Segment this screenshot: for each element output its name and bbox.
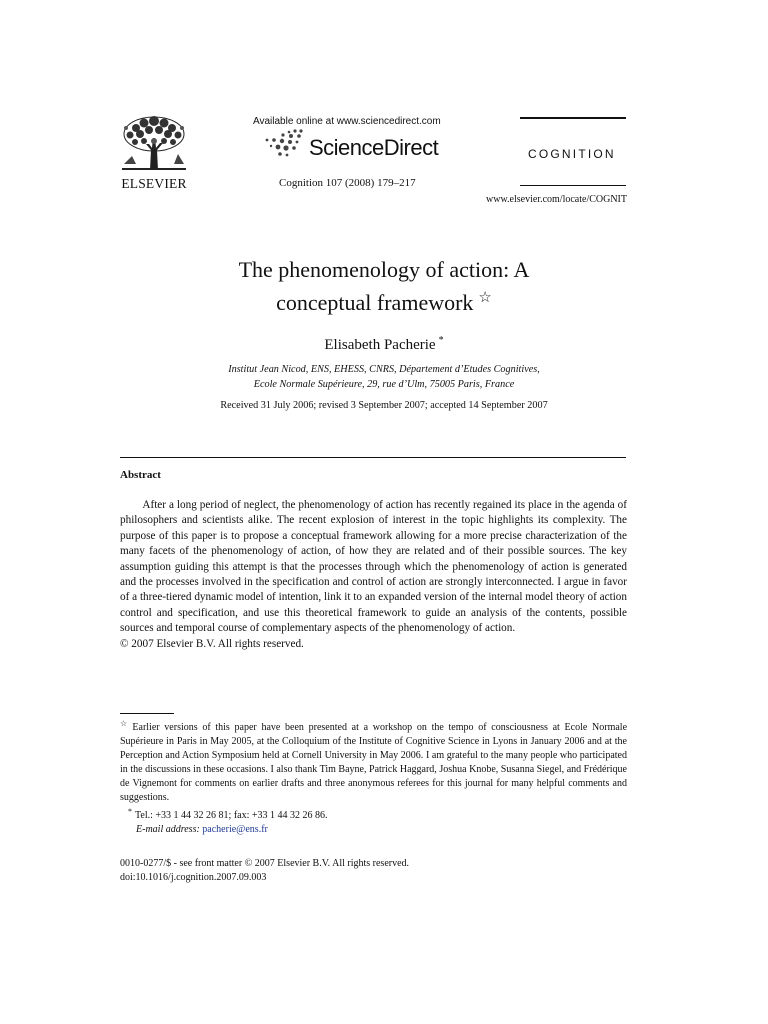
article-title: [120, 256, 648, 317]
journal-url-link[interactable]: www.elsevier.com/locate/COGNIT: [486, 194, 627, 205]
affiliation-line-2: Ecole Normale Supérieure, 29, rue d’Ulm, 75005 Paris, France: [253, 379, 515, 390]
abstract-heading: Abstract: [120, 469, 161, 481]
abstract-paragraph: After a long period of neglect, the phenomenology of action has recently regained its place in the agenda of philosophers and scientists alike. The recent explosion of interest in the topic highlights its complexity. The purpose of this paper is to propose a conceptual framework allowing for a more precise characterization of the many facets of the phenomenology of action, of how they are related and of their possible sources. The key assumption guiding this attempt is that the processes through which the phenomenology of action is generated and the processes involved in the specification and control of action are strongly interconnected. I argue in favor of a three-tiered dynamic model of intention, link it to an expanded version of the internal model theory of action control and specification, and use this theoretical framework to guide an analysis of the contents, possible sources and temporal course of complementary aspects of the phenomenology of action.: [120, 499, 627, 635]
footnotes: [120, 717, 627, 837]
abstract-body: [120, 498, 627, 652]
doi-link[interactable]: doi:10.1016/j.cognition.2007.09.003: [120, 872, 267, 883]
footnote-divider: [120, 713, 174, 714]
author-affiliation: [120, 362, 648, 392]
footnote-contact-text: Tel.: +33 1 44 32 26 81; fax: +33 1 44 32 26 86.: [135, 810, 328, 821]
title-footnote-star-icon[interactable]: ☆: [478, 290, 492, 306]
email-link[interactable]: pacherie@ens.fr: [202, 824, 268, 835]
journal-name: COGNITION: [528, 147, 616, 161]
available-online-note: Available online at www.sciencedirect.com: [253, 116, 441, 127]
email-label: E-mail address:: [136, 824, 200, 835]
author-name-text: Elisabeth Pacherie: [324, 337, 436, 353]
sciencedirect-dots-icon: [263, 128, 311, 165]
title-line-2: [120, 284, 648, 317]
title-line-2-text: conceptual framework: [276, 290, 474, 315]
front-matter: [120, 857, 409, 885]
submission-dates: Received 31 July 2006; revised 3 September 2007; accepted 14 September 2007: [220, 400, 548, 411]
abstract-copyright: © 2007 Elsevier B.V. All rights reserved.: [120, 637, 304, 650]
journal-rule-top: [520, 117, 626, 119]
title-line-1: The phenomenology of action: A: [238, 257, 530, 282]
author-name: [120, 335, 648, 354]
issn-line: 0010-0277/$ - see front matter © 2007 Elsevier B.V. All rights reserved.: [120, 858, 410, 869]
footnote-asterisk-marker: *: [128, 807, 132, 816]
journal-citation: Cognition 107 (2008) 179–217: [279, 177, 416, 189]
footnote-contact: [120, 805, 627, 823]
footnote-acknowledgement: [120, 717, 627, 805]
sciencedirect-wordmark: ScienceDirect: [309, 135, 439, 160]
abstract-divider: [120, 457, 626, 458]
elsevier-tree-logo: [116, 114, 192, 174]
author-footnote-marker[interactable]: *: [438, 335, 444, 346]
affiliation-line-1: Institut Jean Nicod, ENS, EHESS, CNRS, Département d’Etudes Cognitives,: [228, 364, 540, 375]
footnote-acknowledgement-text: Earlier versions of this paper have been presented at a workshop on the tempo of consciousness at Ecole Normale Supérieure in Paris in May 2005, at the Colloquium of the Institute of Cognitive Science in Lyons in January 2006 and at the Perception and Action Symposium held at Cornell University in May 2006. I am grateful to the many people who participated in the discussions in these occasions. I also thank Tim Bayne, Patrick Haggard, Joshua Knobe, Susanna Siegel, and Frédérique de Vignemont for comments on earlier drafts and three anonymous referees for this journal for many helpful comments and suggestions.: [120, 722, 628, 803]
footnote-email: [120, 823, 627, 837]
elsevier-tree-icon: [116, 114, 192, 174]
publisher-name: ELSEVIER: [121, 176, 187, 191]
footnote-star-icon: ☆: [120, 719, 130, 728]
journal-rule-bottom: [520, 185, 626, 186]
